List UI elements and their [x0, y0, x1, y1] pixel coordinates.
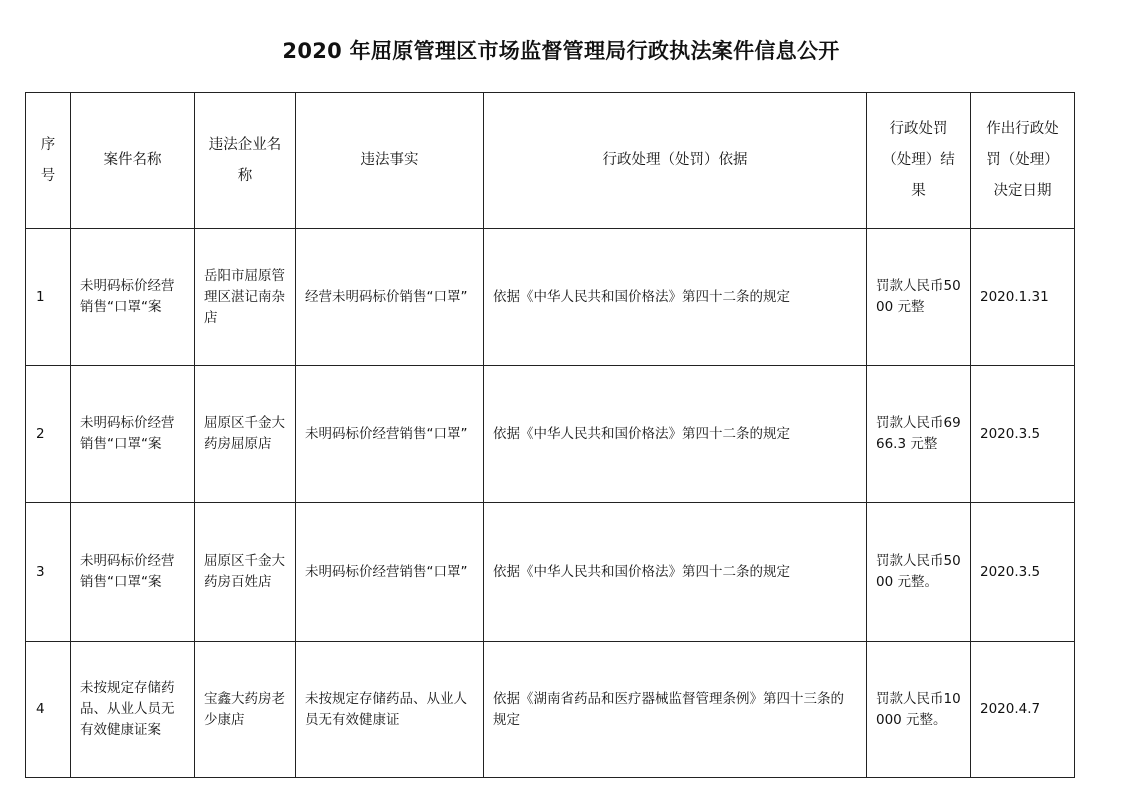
cell-date: 2020.4.7	[971, 642, 1075, 778]
header-case-name: 案件名称	[71, 93, 195, 229]
cell-result: 罚款人民币10000 元整。	[867, 642, 971, 778]
cell-date: 2020.1.31	[971, 229, 1075, 366]
cell-case-name: 未明码标价经营销售“口罩“案	[71, 366, 195, 503]
cell-basis: 依据《湖南省药品和医疗器械监督管理条例》第四十三条的规定	[484, 642, 867, 778]
table-row	[26, 229, 1075, 366]
cell-no: 1	[26, 229, 71, 366]
cell-facts: 未按规定存储药品、从业人员无有效健康证	[296, 642, 484, 778]
table-header-row	[26, 93, 1075, 229]
cell-case-name: 未明码标价经营销售“口罩“案	[71, 229, 195, 366]
cell-case-name: 未按规定存储药品、从业人员无有效健康证案	[71, 642, 195, 778]
cell-company: 宝鑫大药房老少康店	[195, 642, 296, 778]
cell-company: 屈原区千金大药房百姓店	[195, 503, 296, 642]
cell-result: 罚款人民币5000 元整	[867, 229, 971, 366]
table-row	[26, 503, 1075, 642]
cell-date: 2020.3.5	[971, 503, 1075, 642]
cell-company: 岳阳市屈原管理区湛记南杂店	[195, 229, 296, 366]
cell-no: 3	[26, 503, 71, 642]
table-row	[26, 366, 1075, 503]
cell-result: 罚款人民币6966.3 元整	[867, 366, 971, 503]
cell-no: 2	[26, 366, 71, 503]
cell-case-name: 未明码标价经营销售“口罩“案	[71, 503, 195, 642]
cell-facts: 未明码标价经营销售“口罩”	[296, 503, 484, 642]
cell-facts: 未明码标价经营销售“口罩”	[296, 366, 484, 503]
cell-result: 罚款人民币5000 元整。	[867, 503, 971, 642]
header-date: 作出行政处罚（处理）决定日期	[971, 93, 1075, 229]
case-info-table	[25, 92, 1075, 778]
cell-date: 2020.3.5	[971, 366, 1075, 503]
cell-basis: 依据《中华人民共和国价格法》第四十二条的规定	[484, 503, 867, 642]
header-facts: 违法事实	[296, 93, 484, 229]
cell-facts: 经营未明码标价销售“口罩”	[296, 229, 484, 366]
cell-no: 4	[26, 642, 71, 778]
cell-company: 屈原区千金大药房屈原店	[195, 366, 296, 503]
cell-basis: 依据《中华人民共和国价格法》第四十二条的规定	[484, 229, 867, 366]
document-title: 2020 年屈原管理区市场监督管理局行政执法案件信息公开	[282, 39, 840, 63]
table-row	[26, 642, 1075, 778]
header-no: 序号	[26, 93, 71, 229]
cell-basis: 依据《中华人民共和国价格法》第四十二条的规定	[484, 366, 867, 503]
header-basis: 行政处理（处罚）依据	[484, 93, 867, 229]
header-company: 违法企业名称	[195, 93, 296, 229]
header-result: 行政处罚（处理）结果	[867, 93, 971, 229]
